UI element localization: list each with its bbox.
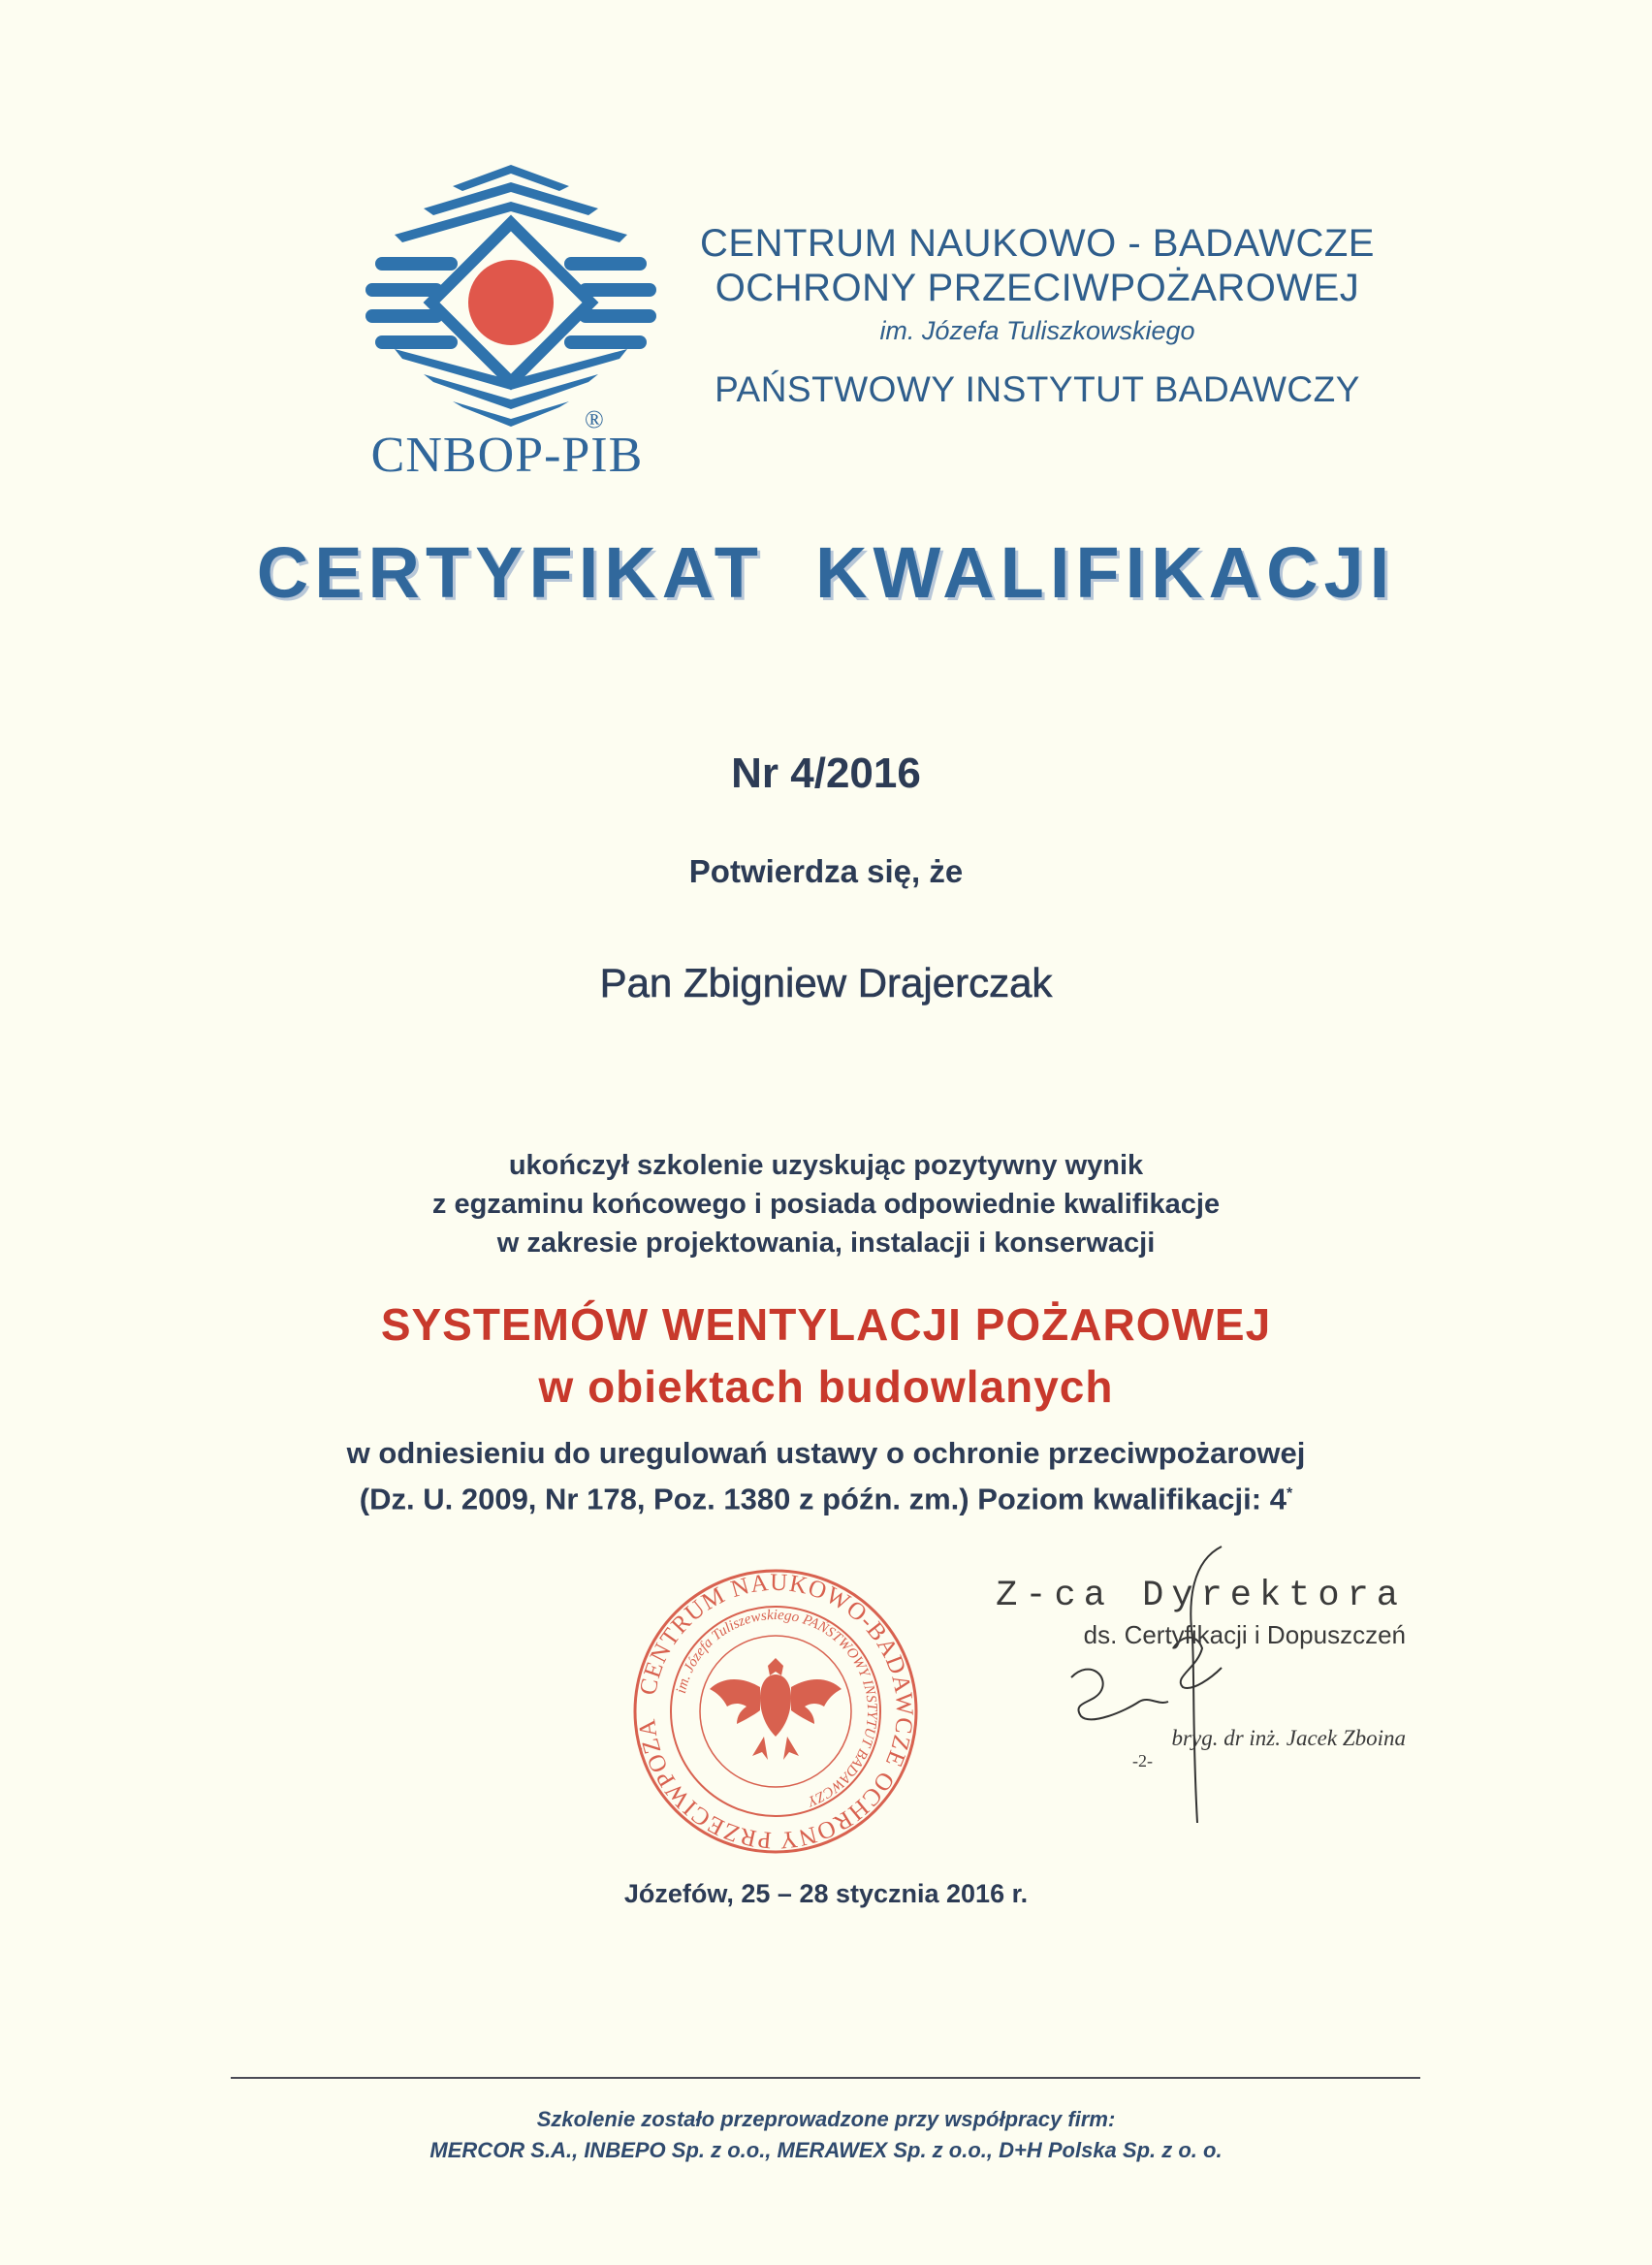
certificate-number: Nr 4/2016: [731, 750, 921, 797]
institute-line-1: CENTRUM NAUKOWO - BADAWCZE: [700, 222, 1375, 265]
system-name: [0, 1293, 1652, 1418]
registered-mark: ®: [585, 405, 604, 433]
signature-mark: -2-: [1132, 1751, 1153, 1771]
official-stamp: [630, 1566, 921, 1857]
system-line-1: SYSTEMÓW WENTYLACJI POŻAROWEJ: [380, 1299, 1272, 1350]
footer-line-2: MERCOR S.A., INBEPO Sp. z o.o., MERAWEX Sp. z o.o., D+H Polska Sp. z o. o.: [429, 2138, 1223, 2162]
signature-subtitle: ds. Certyfikacji i Dopuszczeń: [1083, 1620, 1406, 1649]
person-name: Pan Zbigniew Drajerczak: [599, 960, 1053, 1005]
institute-header: [679, 221, 1396, 410]
certificate-title: CERTYFIKAT KWALIFIKACJI: [256, 532, 1396, 613]
footer: [0, 2104, 1652, 2166]
signature-block: [969, 1576, 1406, 1771]
system-line-2: w obiektach budowlanych: [538, 1361, 1114, 1412]
signatory-name: bryg. dr inż. Jacek Zboina: [1171, 1726, 1406, 1750]
institute-status: PAŃSTWOWY INSTYTUT BADAWCZY: [715, 369, 1360, 409]
legal-reference: [0, 1433, 1652, 1519]
eagle-seal-icon: [630, 1566, 921, 1857]
stamp-inner-text: im. Józefa Tuliszewskiego PAŃSTWOWY INSTYTUT BADAWCZY: [673, 1607, 880, 1809]
institute-patron: im. Józefa Tuliszkowskiego: [879, 316, 1195, 345]
institute-line-2: OCHRONY PRZECIWPOŻAROWEJ: [715, 267, 1360, 309]
cnbop-logo-mark-icon: [365, 165, 656, 427]
logo-text: CNBOP-PIB: [370, 428, 644, 483]
footer-line-1: Szkolenie zostało przeprowadzone przy współpracy firm:: [536, 2107, 1116, 2131]
reference-footnote-mark: *: [1286, 1485, 1293, 1502]
reference-line-2: [0, 1474, 1652, 1519]
body-line-3: w zakresie projektowania, instalacji i konserwacji: [496, 1228, 1156, 1259]
reference-line-2-text: (Dz. U. 2009, Nr 178, Poz. 1380 z późn. zm.) Poziom kwalifikacji: 4: [359, 1482, 1287, 1516]
footer-divider: [231, 2077, 1420, 2079]
reference-line-1: w odniesieniu do uregulowań ustawy o ochronie przeciwpożarowej: [346, 1436, 1306, 1470]
body-line-1: ukończył szkolenie uzyskując pozytywny wynik: [508, 1150, 1144, 1181]
signature-title: Z-ca Dyrektora: [996, 1576, 1406, 1616]
stamp-outer-text: CENTRUM NAUKOWO-BADAWCZE OCHRONY PRZECIWPOŻA: [633, 1569, 918, 1854]
body-text: [0, 1146, 1652, 1262]
body-line-2: z egzaminu końcowego i posiada odpowiednie kwalifikacje: [431, 1189, 1221, 1220]
confirm-text: Potwierdza się, że: [688, 853, 964, 889]
issue-date: Józefów, 25 – 28 stycznia 2016 r.: [623, 1879, 1029, 1908]
cnbop-logo: [354, 165, 664, 494]
